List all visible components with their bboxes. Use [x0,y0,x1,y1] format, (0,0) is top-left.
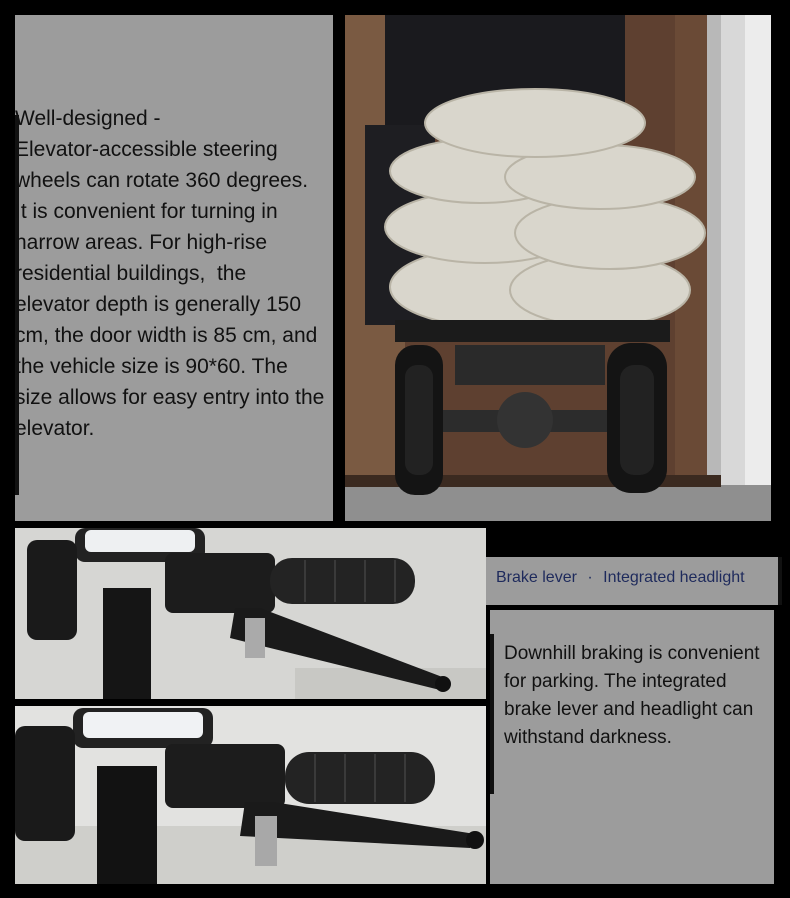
braking-description-panel [490,610,774,884]
elevator-feature-panel [15,15,333,521]
brake-lever-photo-2 [15,706,486,884]
label-separator: · [587,569,593,586]
brake-lever-photo-1 [15,528,486,699]
feature-labels [496,569,745,587]
braking-description: Downhill braking is convenient for parking. The integrated brake lever and headlight can withstand darkness. [504,643,760,748]
brake-lever-label: Brake lever [496,569,577,586]
integrated-headlight-label: Integrated headlight [603,569,745,586]
feature-label-panel [490,528,774,606]
feature-label-box [486,557,782,605]
elevator-feature-description: Well-designed - Elevator-accessible steering wheels can rotate 360 degrees. It is convenient for turning in narrow areas. For high-rise residential buildings, the elevator depth is generally 150 cm, the door width is 85 cm, and the vehicle size is 90*60. The size allows for easy entry into the elevator. [15,107,325,440]
cart-in-elevator-photo [345,15,771,521]
panel-edge-accent [490,634,494,794]
